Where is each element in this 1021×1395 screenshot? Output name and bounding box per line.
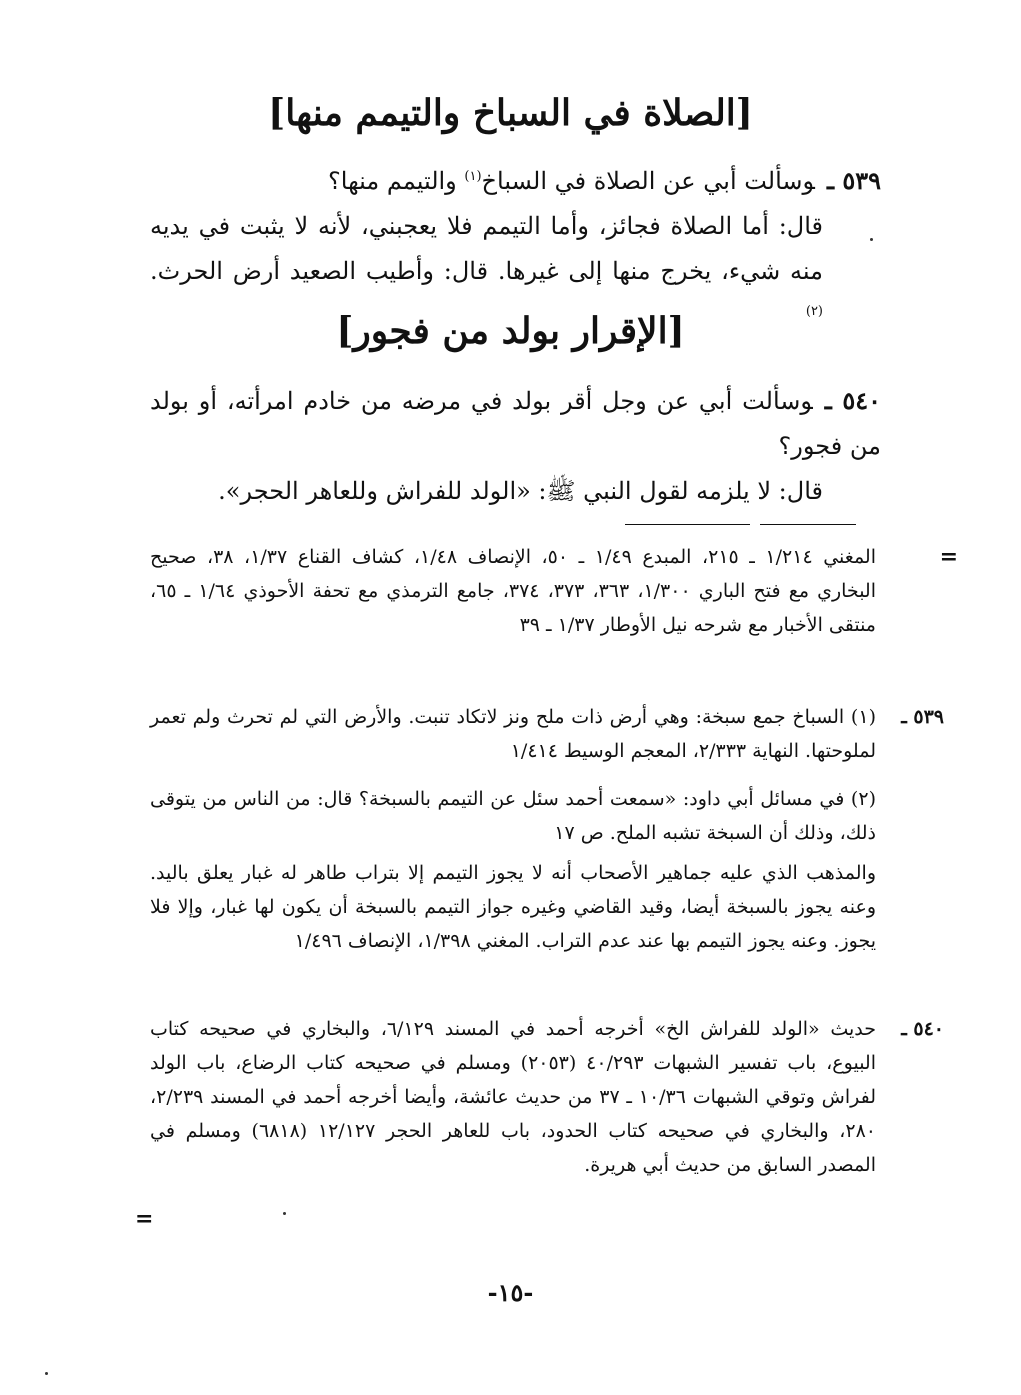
entry-540-question: وسألت أبي عن وجل أقر بولد في مرضه من خادم امرأته، أو بولد من فجور؟	[150, 387, 881, 460]
entry-539-number: ٥٣٩ ـ	[826, 166, 881, 195]
footnote-539-number: ٥٣٩ ـ	[901, 706, 944, 728]
page-number: -١٥-	[487, 1278, 534, 1307]
footnote-539-2-text: (٢) في مسائل أبي داود: «سمعت أحمد سئل عن التيمم بالسبخة؟ قال: من الناس من يتوقى ذلك، وذلك أن السبخة تشبه الملح. ص ١٧	[150, 788, 876, 844]
footnote-540-text: حديث «الولد للفراش الخ» أخرجه أحمد في المسند ٦/١٢٩، والبخاري في صحيحه كتاب البيوع، باب تفسير الشبهات ٤٠/٢٩٣ (٢٠٥٣) ومسلم في صحيحه كتاب الرضاع، باب الولد لفراش وتوقي الشبهات ١٠/٣٦ ـ ٣٧ من حديث عائشة، وأيضا أخرجه أحمد في المسند ٢/٢٣٩، ٢٨٠، والبخاري في صحيحه كتاب الحدود، باب للعاهر الحجر ١٢/١٢٧ (٦٨١٨) ومسلم في المصدر السابق من حديث أبي هريرة.	[150, 1018, 876, 1176]
footnote-continuation	[150, 540, 958, 642]
continuation-marker: =	[939, 544, 958, 570]
entry-540-number: ٥٤٠ ـ	[824, 386, 881, 415]
footnote-539-1	[150, 700, 944, 768]
footnote-540-number: ٥٤٠ ـ	[901, 1018, 944, 1040]
scan-speck	[45, 1372, 48, 1375]
footnote-ref-1: (١)	[464, 169, 482, 184]
section-heading-1: [الصلاة في السباخ والتيمم منها]	[268, 92, 753, 134]
entry-539-question: وسألت أبي عن الصلاة في السباخ	[481, 167, 815, 195]
footnote-539-3	[150, 856, 876, 958]
page-end-marker: =	[135, 1206, 154, 1232]
footnote-539-3-text: والمذهب الذي عليه جماهير الأصحاب أنه لا يجوز التيمم إلا بتراب طاهر له غبار يعلق باليد. وعنه يجوز بالسبخة أيضا، وقيد القاضي وغيره جواز التيمم بالسبخة أن يكون لها غبار، وإلا فلا يجوز. وعنه يجوز التيمم بها عند عدم التراب. المغني ١/٣٩٨، الإنصاف ١/٤٩٦	[150, 862, 876, 952]
footnote-539-2	[150, 782, 876, 850]
footnote-separator-right	[760, 524, 856, 525]
section-heading-2: [الإقرار بولد من فجور]	[336, 310, 685, 352]
footnote-continuation-text: المغني ١/٢١٤ ـ ٢١٥، المبدع ١/٤٩ ـ ٥٠، الإنصاف ١/٤٨، كشاف القناع ١/٣٧، ٣٨، صحيح البخاري مع فتح الباري ١/٣٠٠، ٣٦٣، ٣٧٣، ٣٧٤، جامع الترمذي مع تحفة الأحوذي ١/٦٤ ـ ٦٥، منتقى الأخبار مع شرحه نيل الأوطار ١/٣٧ ـ ٣٩	[150, 546, 876, 636]
footnote-separator-left	[625, 524, 750, 525]
footnote-539-1-text: (١) السباخ جمع سبخة: وهي أرض ذات ملح ونز لاتكاد تنبت. والأرض التي لم تحرث ولم تعمر لملوحتها. النهاية ٢/٣٣٣، المعجم الوسيط ١/٤١٤	[150, 706, 876, 762]
entry-539-question-end: والتيمم منها؟	[328, 167, 465, 195]
entry-540	[150, 378, 881, 514]
entry-540-answer: قال: لا يلزمه لقول النبي ﷺ: «الولد للفراش وللعاهر الحجر».	[218, 477, 823, 505]
entry-539-answer: قال: أما الصلاة فجائز، وأما التيمم فلا يعجبني، لأنه لا يثبت في يديه منه شيء، يخرج منها إلى غيرها. قال: وأطيب الصعيد أرض الحرث.	[150, 212, 823, 285]
footnote-540	[150, 1012, 944, 1182]
scan-speck	[283, 1212, 286, 1215]
scan-speck	[870, 238, 873, 241]
footnote-ref-2: (٢)	[805, 304, 823, 319]
